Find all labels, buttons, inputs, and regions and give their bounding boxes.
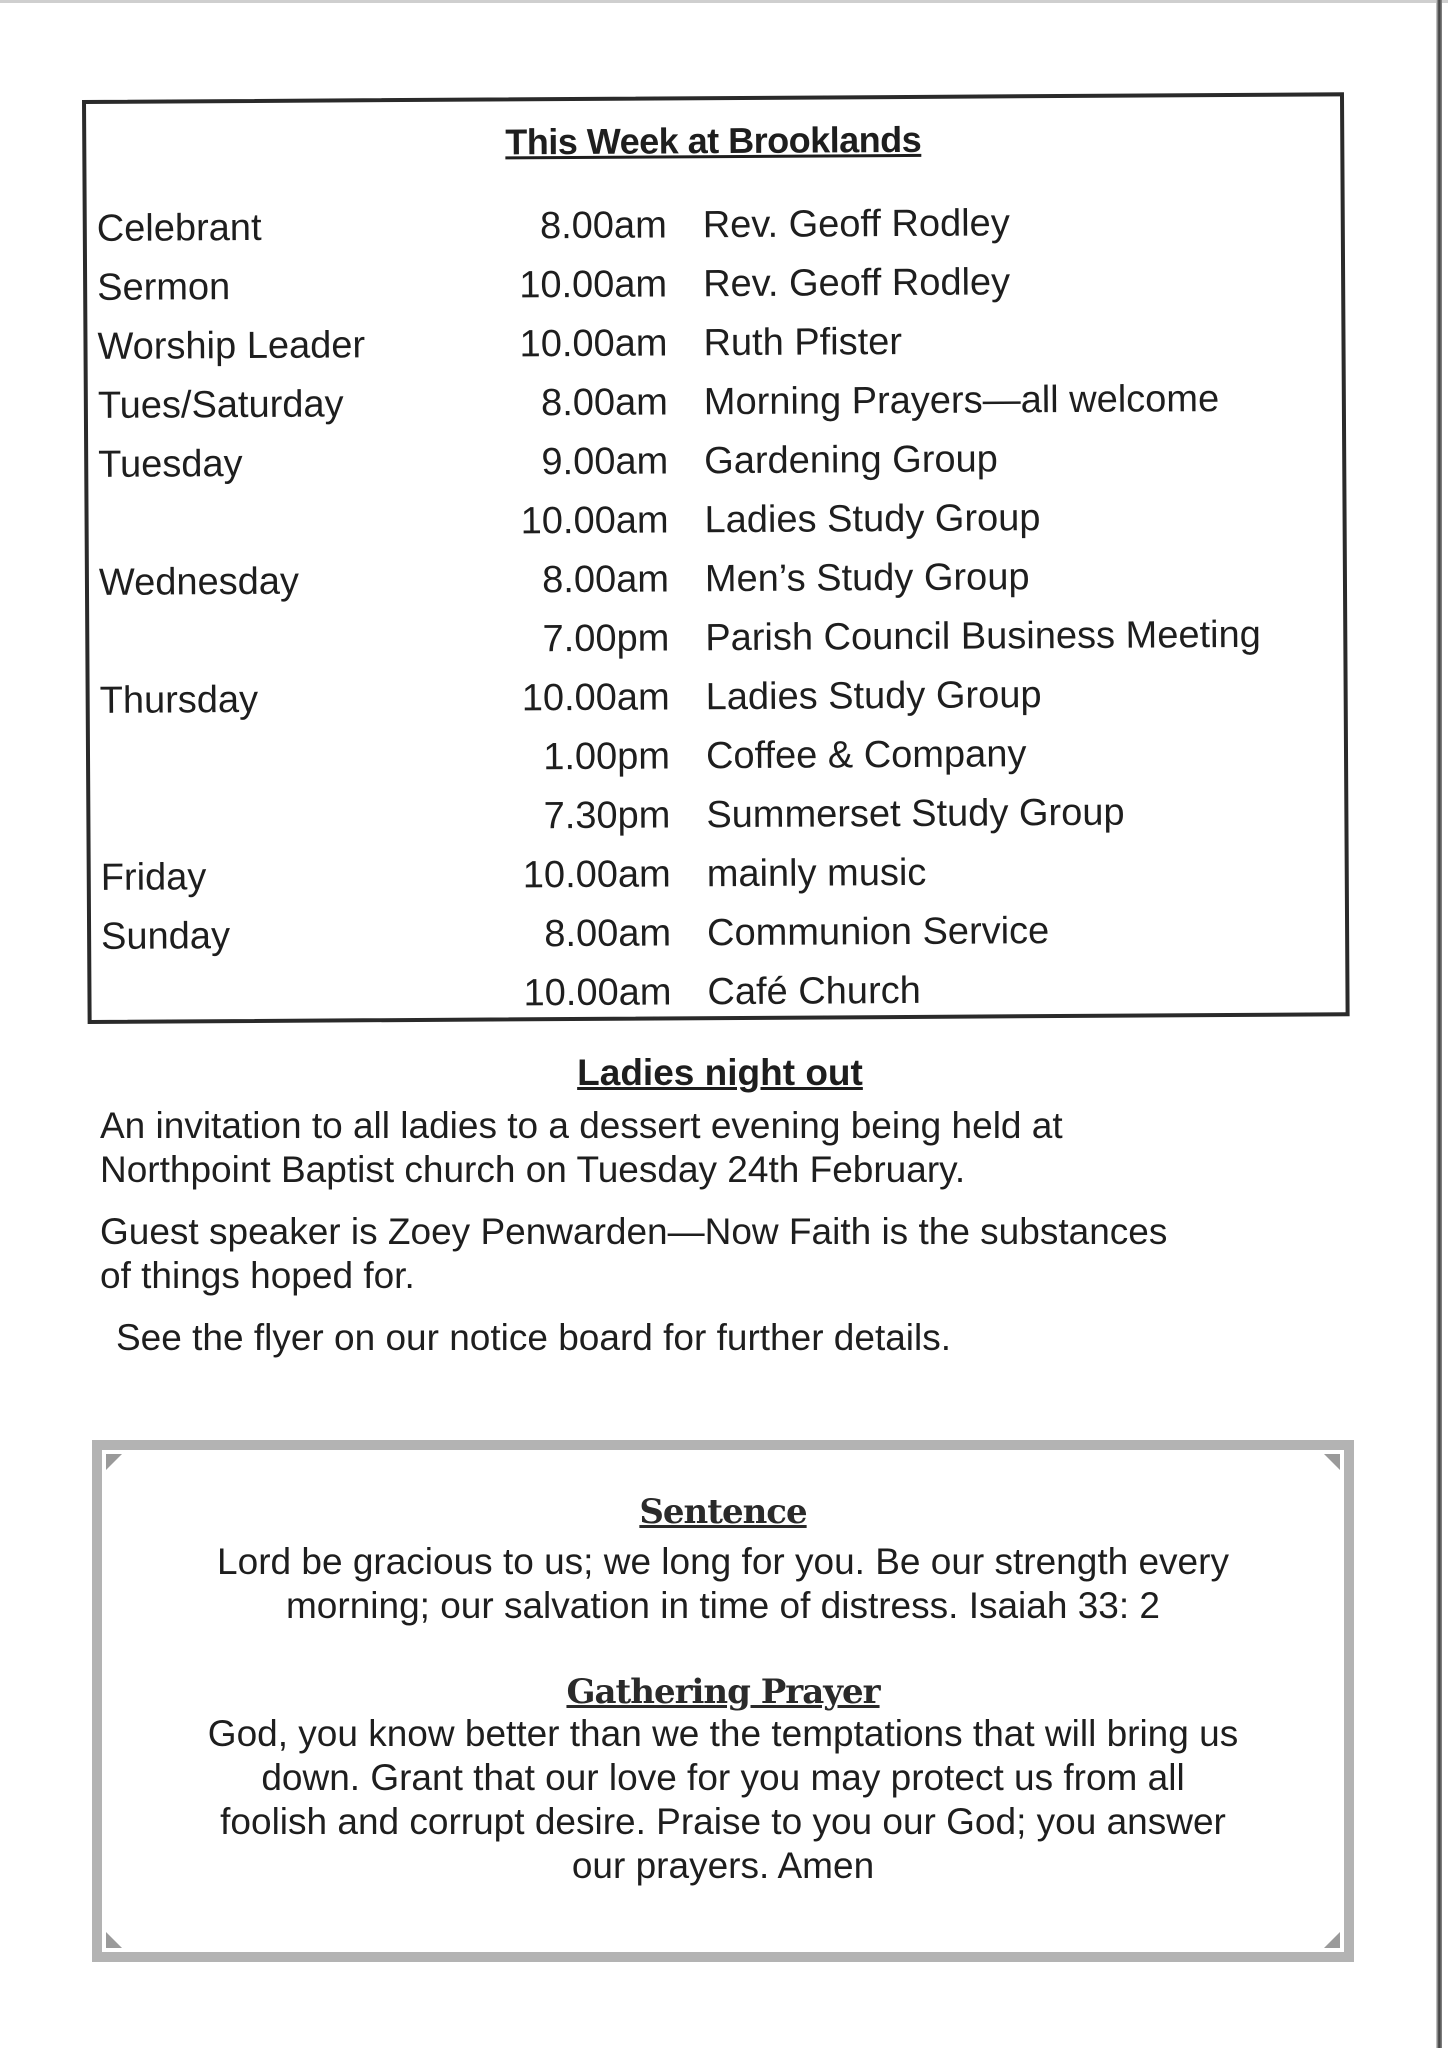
- schedule-day: Tuesday: [98, 443, 243, 486]
- schedule-day: Friday: [100, 856, 207, 899]
- schedule-row: [97, 310, 1327, 377]
- schedule-row: [98, 369, 1328, 436]
- schedule-row: [97, 251, 1327, 318]
- ladies-night-title: Ladies night out: [577, 1052, 863, 1093]
- schedule-event: mainly music: [706, 851, 927, 896]
- schedule-event: Rev. Geoff Rodley: [703, 261, 1011, 306]
- spacer: [122, 1628, 1324, 1672]
- guest-speaker-line: Guest speaker is Zoey Penwarden—Now Faith is the substances: [100, 1211, 1168, 1252]
- sentence-line: morning; our salvation in time of distress. Isaiah 33: 2: [285, 1585, 1161, 1626]
- schedule-day: [100, 758, 440, 760]
- sentence-title: Sentence: [639, 1492, 807, 1532]
- schedule-day: Sermon: [97, 266, 231, 309]
- schedule-row: [100, 782, 1330, 849]
- schedule-day: Wednesday: [98, 560, 300, 604]
- prayer-content: [122, 1492, 1324, 1888]
- gathering-prayer-title: Gathering Prayer: [566, 1672, 880, 1712]
- schedule-day: [100, 817, 440, 819]
- schedule-day: Sunday: [100, 915, 231, 958]
- schedule-event: Ladies Study Group: [704, 497, 1041, 542]
- schedule-event: Morning Prayers—all welcome: [703, 378, 1220, 424]
- schedule-row: [99, 546, 1329, 613]
- guest-speaker-line: of things hoped for.: [100, 1255, 415, 1296]
- schedule-day: Thursday: [99, 678, 259, 722]
- gathering-prayer-text: [122, 1712, 1324, 1888]
- schedule-event: Communion Service: [706, 910, 1050, 955]
- schedule-row: [99, 605, 1329, 672]
- schedule-event: Coffee & Company: [705, 733, 1027, 778]
- schedule-event: Parish Council Business Meeting: [705, 613, 1261, 660]
- ladies-night-section: [100, 1052, 1340, 1378]
- schedule-day: [99, 522, 439, 524]
- prayer-line: God, you know better than we the temptations that will bring us: [207, 1713, 1239, 1754]
- schedule-time: 8.00am: [539, 204, 667, 248]
- schedule-row: [101, 900, 1331, 967]
- weekly-schedule-box: [82, 92, 1350, 1024]
- schedule-time: 10.00am: [519, 322, 668, 366]
- page-top-edge: [0, 0, 1448, 3]
- schedule-time: 9.00am: [541, 440, 669, 484]
- sentence-text: [122, 1540, 1324, 1628]
- schedule-row: [98, 487, 1328, 554]
- schedule-row: [99, 664, 1329, 731]
- schedule-event: Summerset Study Group: [706, 791, 1125, 837]
- schedule-event: Ladies Study Group: [705, 674, 1042, 719]
- schedule-row: [98, 428, 1328, 495]
- schedule-event: Rev. Geoff Rodley: [702, 202, 1010, 247]
- schedule-title: This Week at Brooklands: [505, 118, 922, 163]
- schedule-rows: [97, 192, 1332, 1025]
- schedule-time: 10.00am: [519, 263, 668, 307]
- invitation-line: Northpoint Baptist church on Tuesday 24th February.: [100, 1149, 966, 1190]
- schedule-day: Tues/Saturday: [97, 383, 344, 427]
- schedule-time: 8.00am: [544, 912, 672, 956]
- schedule-time: 10.00am: [522, 853, 671, 897]
- schedule-time: 7.30pm: [543, 794, 671, 838]
- schedule-row: [101, 841, 1331, 908]
- prayer-line: our prayers. Amen: [571, 1845, 875, 1886]
- flyer-note: See the flyer on our notice board for further details.: [116, 1317, 952, 1358]
- schedule-time: 7.00pm: [542, 617, 670, 661]
- schedule-day: Worship Leader: [97, 324, 366, 368]
- invitation-paragraph: [100, 1104, 1340, 1192]
- schedule-event: Café Church: [707, 969, 921, 1014]
- schedule-row: [97, 192, 1327, 259]
- prayer-line: foolish and corrupt desire. Praise to you our God; you answer: [220, 1801, 1226, 1842]
- schedule-time: 10.00am: [520, 499, 669, 543]
- schedule-row: [100, 723, 1330, 790]
- schedule-day: [101, 994, 441, 996]
- schedule-time: 8.00am: [540, 381, 668, 425]
- schedule-event: Men’s Study Group: [704, 556, 1030, 601]
- schedule-time: 10.00am: [523, 971, 672, 1015]
- corner-ornament: [1324, 1454, 1340, 1470]
- corner-ornament: [106, 1932, 122, 1948]
- schedule-row: [101, 959, 1331, 1026]
- schedule-time: 10.00am: [521, 676, 670, 720]
- schedule-day: Celebrant: [96, 206, 262, 250]
- invitation-line: An invitation to all ladies to a dessert evening being held at: [100, 1105, 1063, 1146]
- schedule-time: 1.00pm: [543, 735, 671, 779]
- corner-ornament: [1324, 1932, 1340, 1948]
- schedule-day: [99, 640, 439, 642]
- sentence-line: Lord be gracious to us; we long for you. Be our strength every: [217, 1541, 1229, 1582]
- prayer-box: [92, 1440, 1354, 1962]
- guest-speaker-paragraph: [100, 1210, 1340, 1298]
- schedule-time: 8.00am: [542, 558, 670, 602]
- schedule-event: Ruth Pfister: [703, 320, 903, 365]
- prayer-line: down. Grant that our love for you may protect us from all: [261, 1757, 1185, 1798]
- page-right-edge: [1436, 0, 1442, 2048]
- schedule-event: Gardening Group: [704, 438, 998, 483]
- corner-ornament: [106, 1454, 122, 1470]
